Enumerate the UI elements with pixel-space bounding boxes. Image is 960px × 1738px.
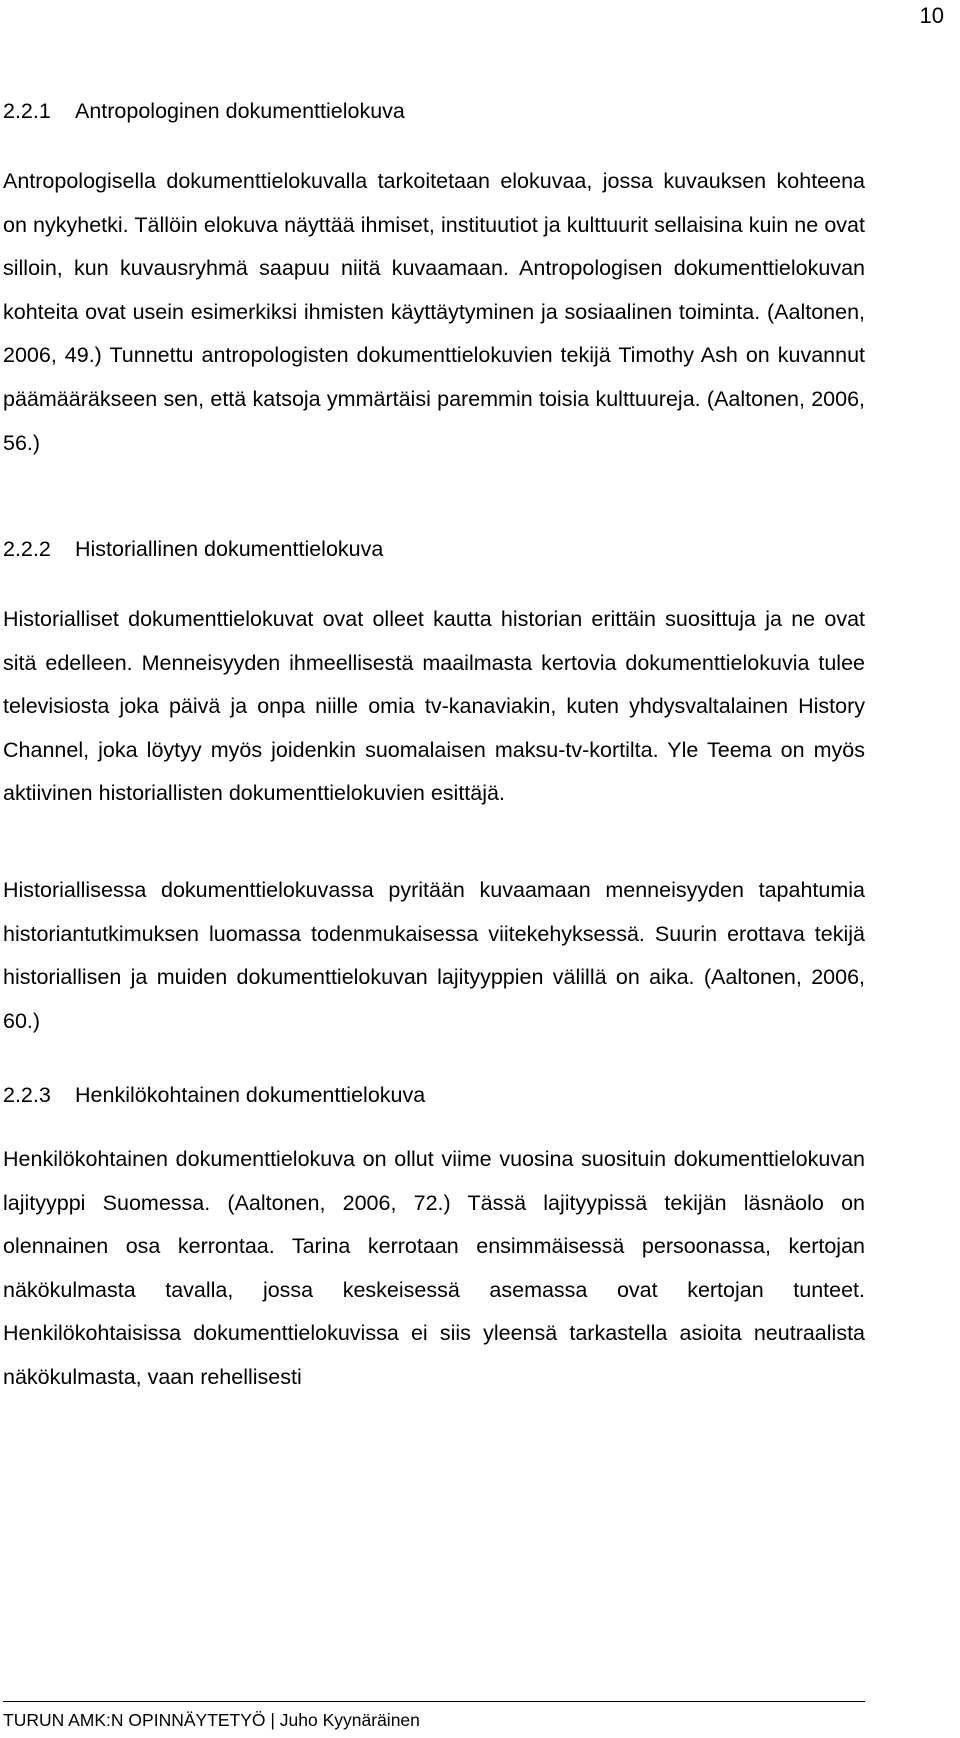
- section-heading-2-2-2: [3, 534, 383, 564]
- section-title: Historiallinen dokumenttielokuva: [75, 537, 384, 561]
- section-title: Antropologinen dokumenttielokuva: [75, 99, 405, 123]
- page-number: 10: [919, 3, 944, 28]
- section-number: 2.2.2: [3, 537, 51, 561]
- paragraph: Historialliset dokumenttielokuvat ovat olleet kautta historian erittäin suosittuja ja ne ovat sitä edelleen. Menneisyyden ihmeellisestä maailmasta kertovia dokumenttielokuvia tulee televisiosta joka päivä ja onpa niille omia tv-kanaviakin, kuten yhdysvaltalainen History Channel, joka löytyy myös joidenkin suomalaisen maksu-tv-kortilta. Yle Teema on myös aktiivinen historiallisten dokumenttielokuvien esittäjä.: [3, 607, 865, 806]
- paragraph: Antropologisella dokumenttielokuvalla tarkoitetaan elokuvaa, jossa kuvauksen kohteena on nykyhetki. Tällöin elokuva näyttää ihmiset, instituutiot ja kulttuurit sellaisina kuin ne ovat silloin, kun kuvausryhmä saapuu niitä kuvaamaan. Antropologisen dokumenttielokuvan kohteita ovat usein esimerkiksi ihmisten käyttäytyminen ja sosiaalinen toiminta. (Aaltonen, 2006, 49.) Tunnettu antropologisten dokumenttielokuvien tekijä Timothy Ash on kuvannut päämääräkseen sen, että katsoja ymmärtäisi paremmin toisia kulttuureja. (Aaltonen, 2006, 56.): [3, 169, 865, 455]
- section-heading-2-2-1: [3, 96, 405, 126]
- paragraph: Henkilökohtainen dokumenttielokuva on ollut viime vuosina suosituin dokumenttielokuvan lajityyppi Suomessa. (Aaltonen, 2006, 72.) Tässä lajityypissä tekijän läsnäolo on olennainen osa kerrontaa. Tarina kerrotaan ensimmäisessä persoonassa, kertojan näkökulmasta tavalla, jossa keskeisessä asemassa ovat kertojan tunteet. Henkilökohtaisissa dokumenttielokuvissa ei siis yleensä tarkastella asioita neutraalista näkökulmasta, vaan rehellisesti: [3, 1147, 865, 1389]
- section-number: 2.2.1: [3, 99, 51, 123]
- section-heading-2-2-3: [3, 1080, 425, 1110]
- page-footer: TURUN AMK:N OPINNÄYTETYÖ | Juho Kyynäräinen: [3, 1701, 865, 1732]
- paragraph: Historiallisessa dokumenttielokuvassa pyritään kuvaamaan menneisyyden tapahtumia historiantutkimuksen luomassa todenmukaisessa viitekehyksessä. Suurin erottava tekijä historiallisen ja muiden dokumenttielokuvan lajityyppien välillä on aika. (Aaltonen, 2006, 60.): [3, 878, 865, 1033]
- section-title: Henkilökohtainen dokumenttielokuva: [75, 1083, 426, 1107]
- section-number: 2.2.3: [3, 1083, 51, 1107]
